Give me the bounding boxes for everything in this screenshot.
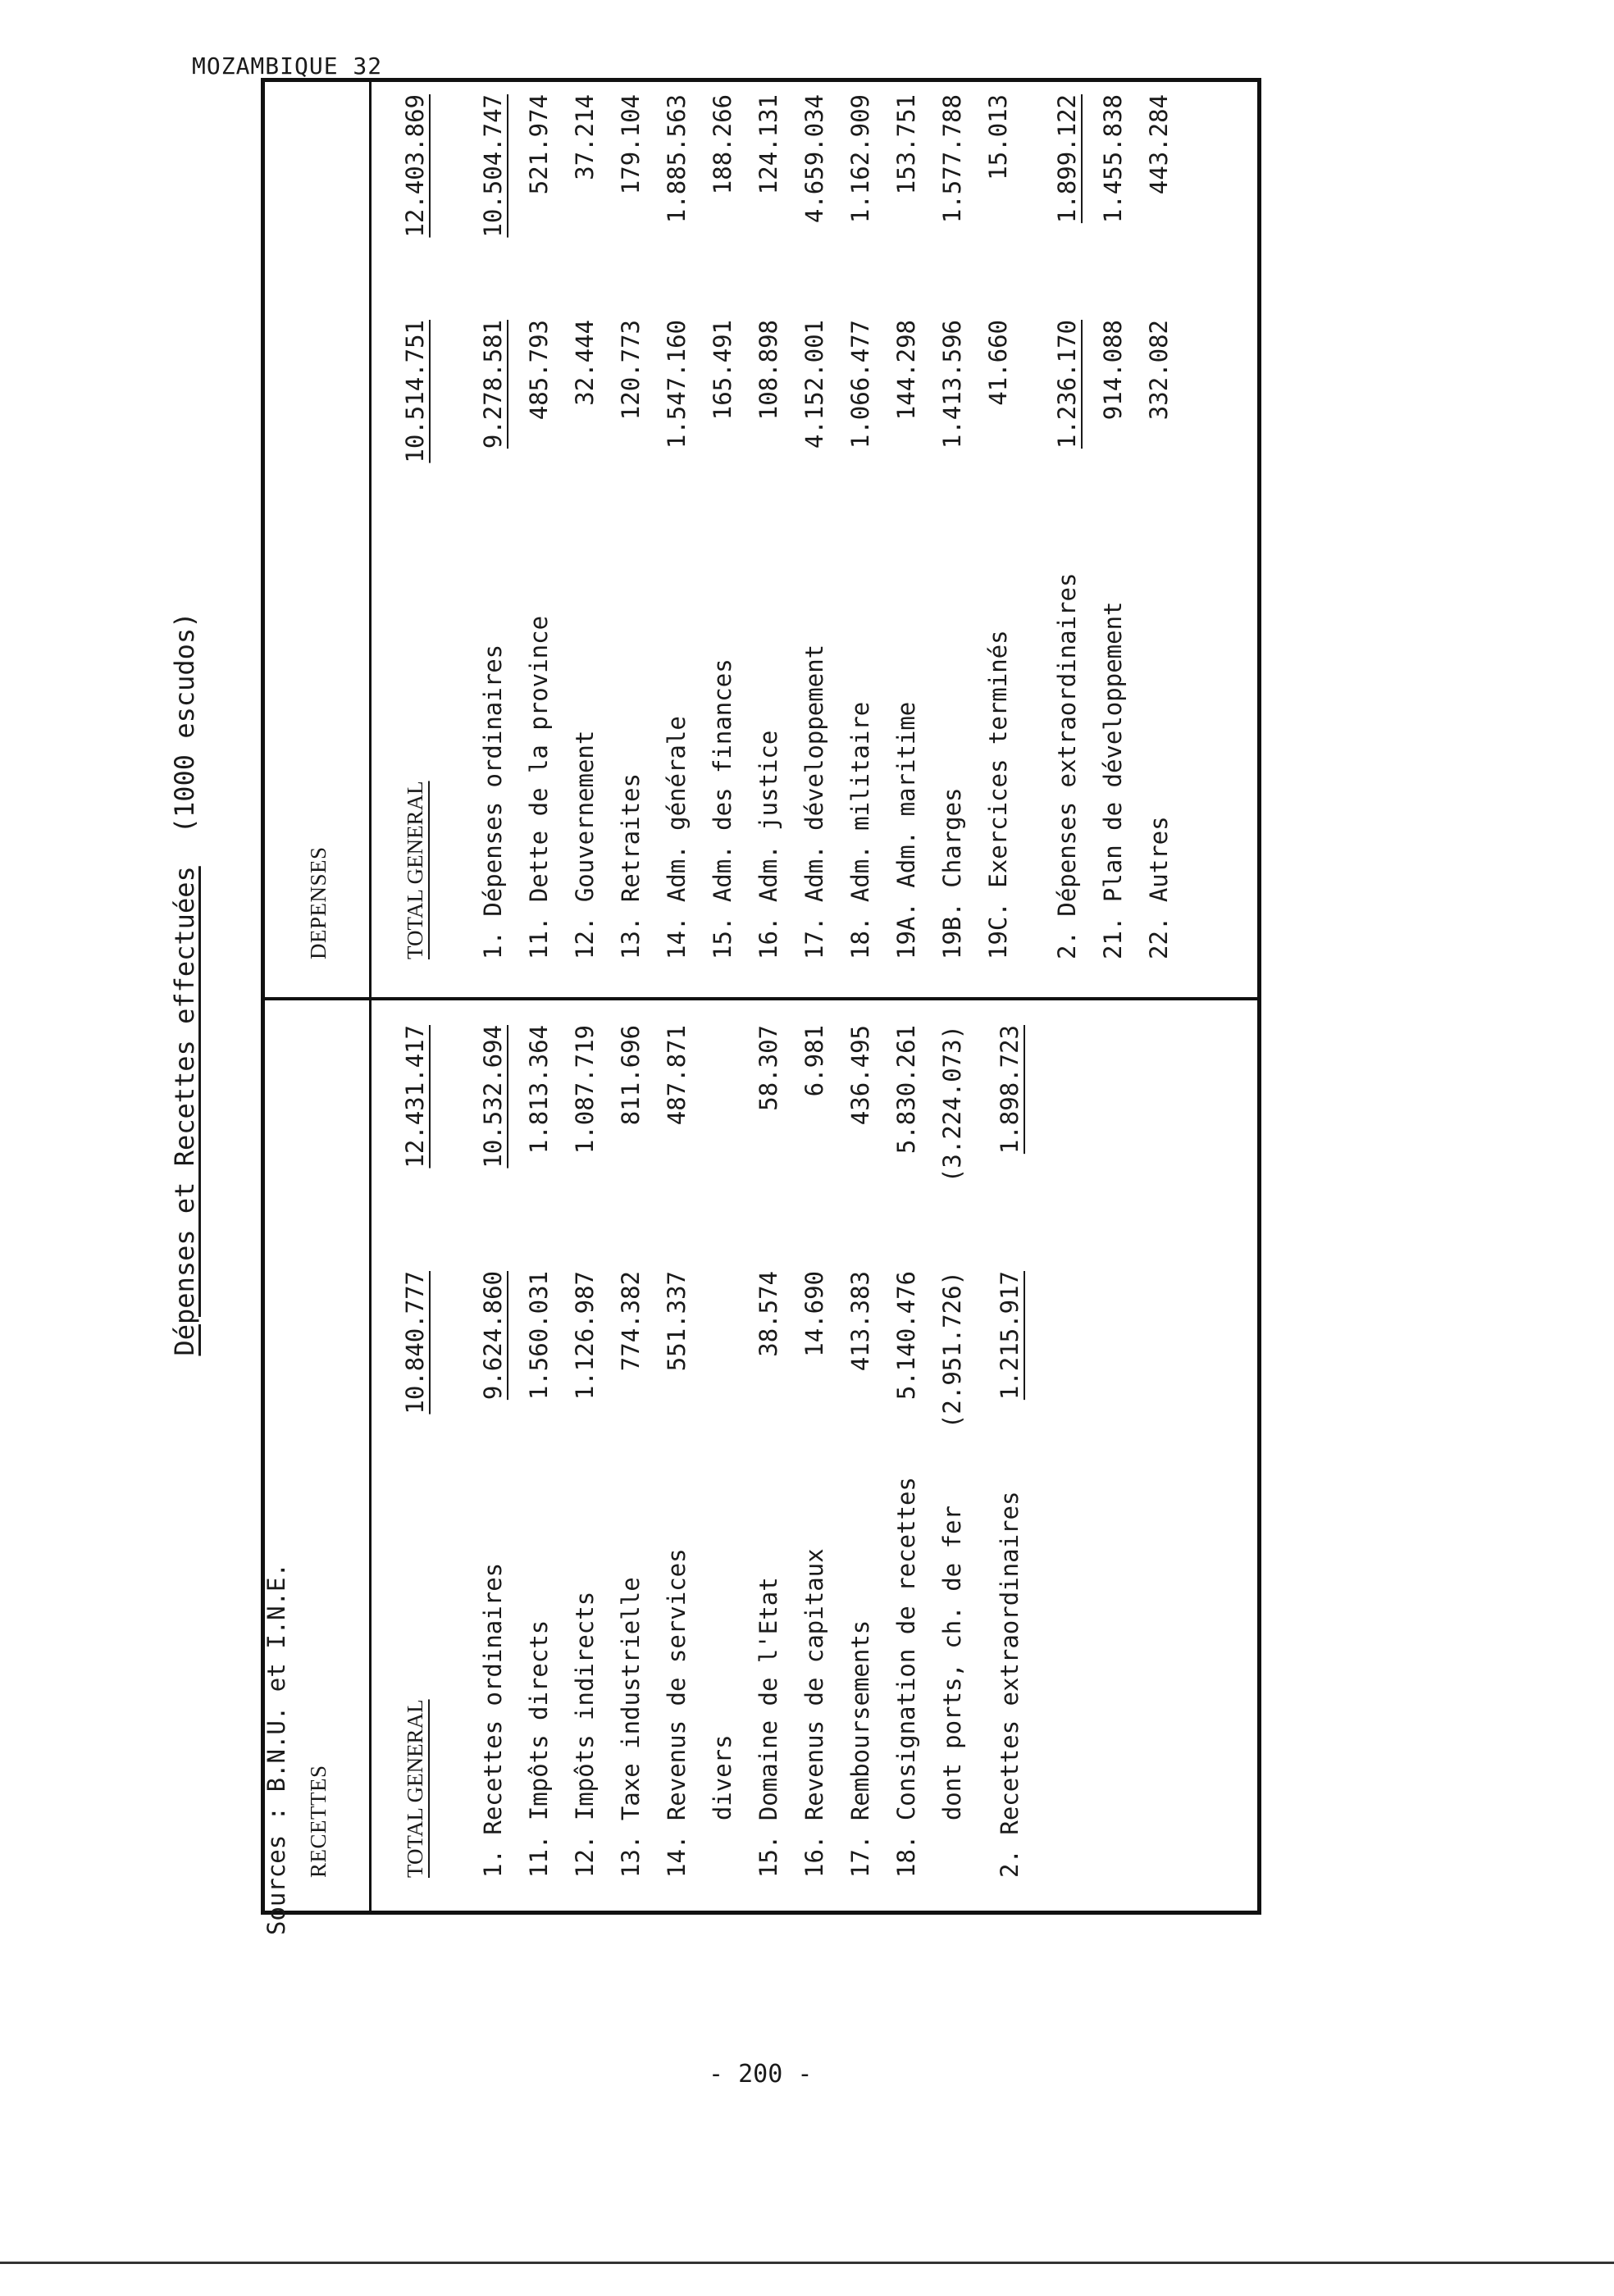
row-value-2: 10.532.694	[479, 1025, 507, 1168]
row-value-2: 443.284	[1145, 94, 1173, 195]
row-value-1: 144.298	[892, 320, 920, 421]
row-value-1: 774.382	[617, 1271, 645, 1372]
table-row	[883, 82, 929, 959]
row-label: TOTAL GENERAL	[403, 1699, 427, 1878]
row-value-2: 179.104	[617, 94, 645, 195]
row-value-2: 436.495	[846, 1025, 874, 1126]
recettes-heading: RECETTES	[306, 1765, 331, 1878]
row-value-2: 4.659.034	[800, 94, 828, 224]
page-header: MOZAMBIQUE 32	[192, 52, 383, 80]
row-value-2: 12.403.869	[401, 94, 429, 238]
sources-note: Sources : B.N.U. et I.N.E.	[262, 1563, 290, 1935]
row-value-2: 10.504.747	[479, 94, 507, 238]
row-value-1: 413.383	[846, 1271, 874, 1372]
row-label: 19C. Exercices terminés	[984, 630, 1012, 959]
depenses-row-ordinaires	[470, 82, 516, 959]
row-label: 12. Impôts indirects	[571, 1591, 599, 1878]
row-label: 19A. Adm. maritime	[892, 701, 920, 959]
row-value-1: 120.773	[617, 320, 645, 421]
row-value-2: 37.214	[571, 94, 599, 180]
landscape-content	[151, 41, 1250, 1927]
row-value-2: 58.307	[755, 1025, 782, 1111]
row-value-2: 153.751	[892, 94, 920, 195]
rotated-table-region	[151, 41, 1250, 1927]
row-label: 13. Taxe industrielle	[617, 1577, 645, 1878]
row-value-1: 485.793	[525, 320, 553, 421]
table-row	[516, 1009, 562, 1878]
row-value-2: 811.696	[617, 1025, 645, 1126]
recettes-row-total	[392, 1009, 438, 1878]
row-label: 1. Dépenses ordinaires	[479, 644, 507, 959]
row-value-1: 9.624.860	[479, 1271, 507, 1401]
row-value-1: 914.088	[1099, 320, 1127, 421]
row-value-2: 188.266	[709, 94, 736, 195]
page-number: - 200 -	[709, 2060, 813, 2089]
table-row	[929, 82, 975, 959]
row-value-2: 1.577.788	[938, 94, 966, 224]
row-value-2: 1.162.909	[846, 94, 874, 224]
row-value-2: 6.981	[800, 1025, 828, 1097]
row-label: dont ports, ch. de fer	[938, 1506, 966, 1878]
row-label: 13. Retraites	[617, 773, 645, 959]
row-label: 16. Revenus de capitaux	[800, 1548, 828, 1878]
row-label: 17. Adm. développement	[800, 644, 828, 959]
title-unit: (1000 escudos)	[169, 612, 200, 834]
row-value-2: (3.224.073)	[938, 1025, 966, 1183]
table-row	[654, 1009, 700, 1878]
depenses-row-total	[392, 82, 438, 959]
footer-rule	[0, 2262, 1614, 2264]
row-value-2: 1.899.122	[1053, 94, 1081, 224]
recettes-row-ordinaires	[470, 1009, 516, 1878]
row-value-1: (2.951.726)	[938, 1271, 966, 1429]
row-value-1: 1.126.987	[571, 1271, 599, 1401]
row-value-2: 1.885.563	[663, 94, 691, 224]
row-label: 15. Domaine de l'Etat	[755, 1577, 782, 1878]
row-label: 21. Plan de développement	[1099, 601, 1127, 959]
table-row	[929, 1009, 975, 1878]
row-value-1: 1.413.596	[938, 320, 966, 449]
row-value-2: 487.871	[663, 1025, 691, 1126]
table-row	[745, 82, 791, 959]
row-value-2: 1.087.719	[571, 1025, 599, 1155]
row-value-1: 14.690	[800, 1271, 828, 1357]
row-value-1: 9.278.581	[479, 320, 507, 449]
row-value-1: 1.547.160	[663, 320, 691, 449]
row-value-1: 5.140.476	[892, 1271, 920, 1401]
row-label: 18. Adm. militaire	[846, 701, 874, 959]
table-row	[516, 82, 562, 959]
row-label: 18. Consignation de recettes	[892, 1477, 920, 1878]
row-value-1: 551.337	[663, 1271, 691, 1372]
row-label: 22. Autres	[1145, 816, 1173, 959]
table-row	[654, 82, 700, 959]
row-value-1: 332.082	[1145, 320, 1173, 421]
row-value-1: 165.491	[709, 320, 736, 421]
row-label: TOTAL GENERAL	[403, 781, 427, 959]
row-label: 2. Recettes extraordinaires	[996, 1491, 1024, 1878]
table-row	[791, 1009, 837, 1878]
row-value-1: 41.660	[984, 320, 1012, 406]
row-label: 11. Impôts directs	[525, 1620, 553, 1878]
row-label: 15. Adm. des finances	[709, 658, 736, 959]
title-text: Dépenses et Recettes effectuées	[169, 866, 200, 1356]
table-row	[975, 82, 1021, 959]
row-value-2: 521.974	[525, 94, 553, 195]
row-value-1: 1.560.031	[525, 1271, 553, 1401]
table-row	[608, 82, 654, 959]
row-label: 14. Revenus de services	[663, 1548, 691, 1878]
row-value-1: 4.152.001	[800, 320, 828, 449]
row-value-1: 1.215.917	[996, 1271, 1024, 1401]
table-row	[837, 82, 883, 959]
row-label: divers	[709, 1734, 736, 1878]
recettes-row-extraordinaires	[987, 1009, 1033, 1878]
row-value-1: 1.066.477	[846, 320, 874, 449]
row-value-2: 12.431.417	[401, 1025, 429, 1168]
row-value-2: 124.131	[755, 94, 782, 195]
table-row	[791, 82, 837, 959]
row-label: 19B. Charges	[938, 787, 966, 959]
row-value-1: 1.236.170	[1053, 320, 1081, 449]
row-value-2: 1.455.838	[1099, 94, 1127, 224]
row-label: 11. Dette de la province	[525, 615, 553, 959]
row-value-2: 5.830.261	[892, 1025, 920, 1155]
row-value-1: 38.574	[755, 1271, 782, 1357]
row-label: 12. Gouvernement	[571, 730, 599, 959]
table-row	[700, 82, 745, 959]
row-label: 14. Adm. générale	[663, 716, 691, 959]
table-row	[700, 1009, 745, 1878]
row-value-2: 15.013	[984, 94, 1012, 180]
budget-table	[261, 78, 1261, 1915]
row-value-1: 108.898	[755, 320, 782, 421]
row-label: 2. Dépenses extraordinaires	[1053, 572, 1081, 959]
row-label: 1. Recettes ordinaires	[479, 1562, 507, 1878]
table-row	[562, 1009, 608, 1878]
sources-wrapper	[262, 1115, 312, 1935]
header-rule	[369, 82, 372, 1911]
table-row	[562, 82, 608, 959]
depenses-row-extraordinaires	[1044, 82, 1090, 959]
row-value-2: 1.898.723	[996, 1025, 1024, 1155]
table-row	[883, 1009, 929, 1878]
row-value-1: 10.840.777	[401, 1271, 429, 1414]
column-divider	[265, 997, 1257, 1000]
row-value-1: 10.514.751	[401, 320, 429, 463]
depenses-heading: DEPENSES	[306, 846, 331, 959]
table-row	[745, 1009, 791, 1878]
row-label: 17. Remboursements	[846, 1620, 874, 1878]
row-value-2: 1.813.364	[525, 1025, 553, 1155]
table-row	[1136, 82, 1182, 959]
table-title	[169, 41, 200, 1927]
table-row	[1090, 82, 1136, 959]
table-row	[608, 1009, 654, 1878]
row-value-1: 32.444	[571, 320, 599, 406]
table-row	[837, 1009, 883, 1878]
row-label: 16. Adm. justice	[755, 730, 782, 959]
